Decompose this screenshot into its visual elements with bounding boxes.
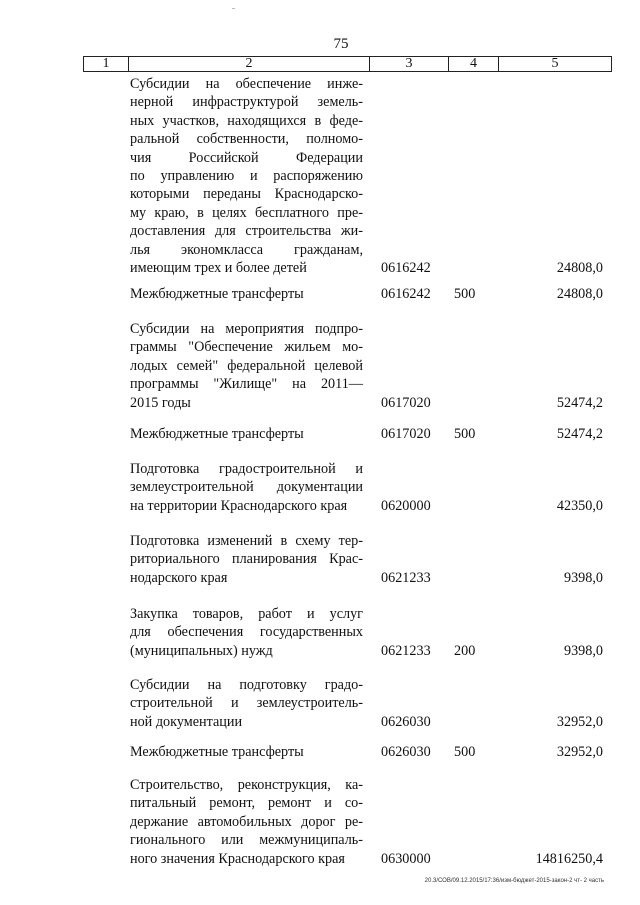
- description-line: нерной инфраструктурой земель-: [130, 94, 363, 111]
- row-description: [130, 425, 363, 443]
- row-code: 0617020: [381, 394, 431, 411]
- row-description: [130, 285, 363, 303]
- description-line: доставления для строительства жи-: [130, 223, 363, 240]
- description-line: Подготовка градостроительной и: [130, 461, 363, 477]
- row-expense-type: 500: [454, 426, 476, 442]
- description-line: Строительство, реконструкция, ка-: [130, 777, 363, 793]
- description-line: землеустроительной документации: [130, 479, 363, 496]
- row-amount: 42350,0: [556, 497, 603, 514]
- page-number: 75: [333, 36, 349, 52]
- header-col-2: 2: [129, 57, 370, 71]
- description-line: на территории Краснодарского края: [130, 497, 348, 514]
- table-header: [83, 56, 612, 72]
- row-amount: 24808,0: [556, 260, 603, 276]
- description-line: Субсидии на подготовку градо-: [130, 677, 363, 693]
- description-line: лодых семей" федеральной целевой: [130, 357, 363, 374]
- description-line: Закупка товаров, работ и услуг: [130, 606, 363, 622]
- header-col-5: 5: [551, 56, 559, 71]
- row-description: [130, 776, 363, 868]
- description-line: нодарского края: [130, 569, 228, 586]
- description-line: му краю, в целях бесплатного пре-: [130, 204, 363, 221]
- row-description: [130, 320, 363, 412]
- row-code: 0630000: [381, 850, 431, 867]
- description-line: которыми переданы Краснодарско-: [130, 186, 363, 203]
- row-description: [130, 532, 363, 587]
- description-line: (муниципальных) нужд: [130, 642, 273, 659]
- row-amount: 32952,0: [556, 713, 603, 730]
- row-expense-type: 500: [454, 744, 476, 760]
- description-line: Субсидии на обеспечение инже-: [130, 76, 363, 92]
- description-line: Межбюджетные трансферты: [130, 426, 304, 442]
- description-line: 2015 годы: [130, 394, 191, 411]
- row-code: 0621233: [381, 642, 431, 659]
- row-code: 0616242: [381, 260, 431, 276]
- row-amount: 14816250,4: [535, 850, 603, 867]
- description-line: ных участков, находящихся в феде-: [130, 112, 363, 129]
- description-line: для обеспечения государственных: [130, 624, 363, 641]
- row-amount: 24808,0: [556, 286, 603, 302]
- row-code: 0626030: [381, 713, 431, 730]
- row-code: 0626030: [381, 744, 431, 760]
- footer-note: 20.3/СОВ/09.12.2015/17:36/изм-бюджет-2015-закон-2 чт- 2 часть: [424, 878, 604, 884]
- row-code: 0616242: [381, 286, 431, 302]
- header-col-1: 1: [84, 57, 129, 71]
- description-line: Межбюджетные трансферты: [130, 286, 304, 302]
- row-amount: 9398,0: [563, 642, 603, 659]
- row-amount: 32952,0: [556, 744, 603, 760]
- row-code: 0620000: [381, 497, 431, 514]
- description-line: программы "Жилище" на 2011—: [130, 376, 363, 393]
- header-col-4: 4: [449, 57, 499, 71]
- description-line: питальный ремонт, ремонт и со-: [130, 795, 363, 812]
- description-line: ральной собственности, полномо-: [130, 131, 363, 148]
- description-line: гионального или межмуниципаль-: [130, 832, 363, 849]
- description-line: держание автомобильных дорог ре-: [130, 813, 363, 830]
- row-description: [130, 605, 363, 660]
- row-description: [130, 676, 363, 731]
- row-description: [130, 460, 363, 515]
- description-line: риториального планирования Крас-: [130, 551, 363, 568]
- row-expense-type: 200: [454, 642, 476, 659]
- row-code: 0617020: [381, 426, 431, 442]
- description-line: Подготовка изменений в схему тер-: [130, 533, 363, 549]
- description-line: лья экономкласса гражданам,: [130, 241, 363, 258]
- description-line: Субсидии на мероприятия подпро-: [130, 321, 363, 337]
- row-amount: 52474,2: [556, 426, 603, 442]
- header-col-3: 3: [370, 57, 449, 71]
- description-line: Межбюджетные трансферты: [130, 744, 304, 760]
- row-description: [130, 743, 363, 761]
- row-expense-type: 500: [454, 286, 476, 302]
- description-line: ного значения Краснодарского края: [130, 850, 345, 867]
- description-line: ной документации: [130, 713, 243, 730]
- scan-mark: [232, 8, 235, 9]
- description-line: чия Российской Федерации: [130, 149, 363, 166]
- description-line: по управлению и распоряжению: [130, 168, 363, 185]
- row-amount: 52474,2: [556, 394, 603, 411]
- description-line: имеющим трех и более детей: [130, 260, 307, 277]
- row-description: [130, 75, 363, 277]
- row-code: 0621233: [381, 569, 431, 586]
- description-line: граммы "Обеспечение жильем мо-: [130, 339, 363, 356]
- row-amount: 9398,0: [563, 569, 603, 586]
- description-line: строительной и землеустроитель-: [130, 695, 363, 712]
